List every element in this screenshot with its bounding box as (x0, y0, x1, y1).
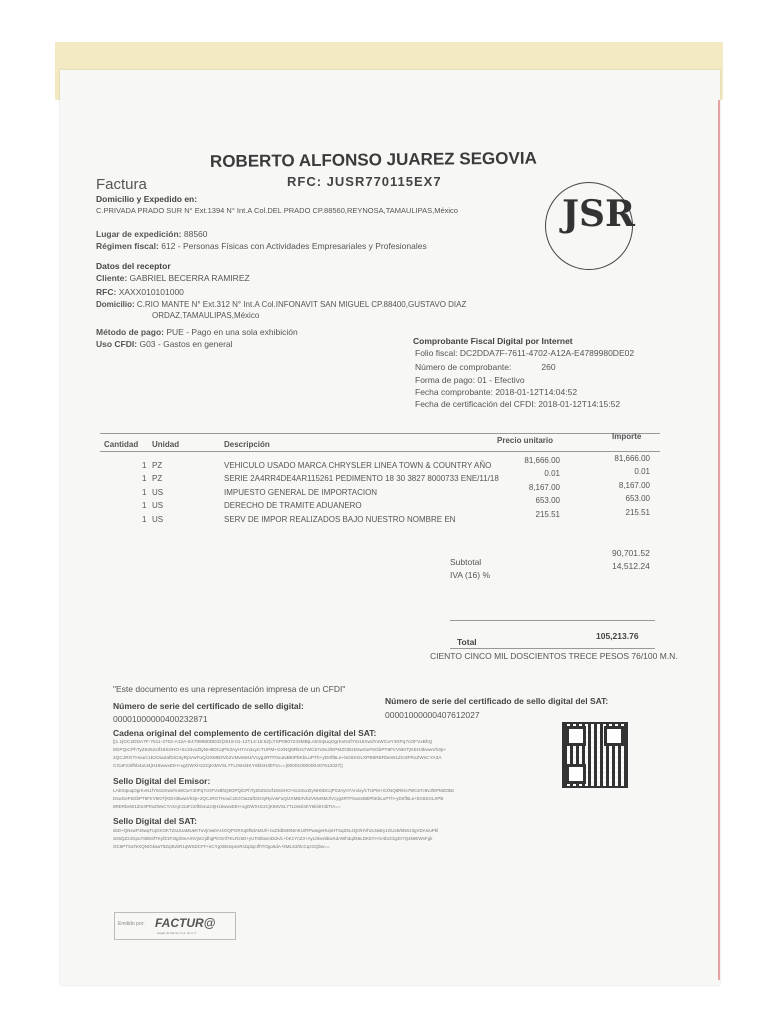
facturo-subtitle: Hagar de México S.A. de C.V. (157, 931, 197, 935)
total-bottom-rule (450, 648, 655, 649)
row-unidad: US (152, 514, 164, 524)
row-unidad: PZ (152, 474, 163, 484)
col-importe: Importe (612, 432, 642, 441)
row-precio: 215.51 (535, 509, 560, 519)
cadena-label: Cadena original del complemento de certificación digital del SAT: (113, 728, 377, 738)
disclaimer: "Este documento es una representación impresa de un CFDI" (113, 684, 346, 694)
qr-finder (566, 726, 586, 746)
logo-letters: JSR (562, 193, 635, 235)
col-precio: Precio unitario (497, 436, 554, 445)
total-top-rule (450, 620, 655, 621)
receptor-domicilio-2: ORDAZ,TAMAULIPAS,México (152, 311, 260, 320)
total-en-letra: CIENTO CINCO MIL DOSCIENTOS TRECE PESOS 76/100 M.N. (430, 651, 678, 661)
forma-pago: Forma de pago: 01 - Efectivo (415, 375, 525, 385)
company-logo (545, 182, 633, 270)
row-precio: 8,167.00 (528, 482, 560, 492)
fecha-certificacion: Fecha de certificación del CFDI: 2018-01-12T14:15:52 (415, 399, 621, 409)
fecha-comprobante: Fecha comprobante: 2018-01-12T14:04:52 (415, 387, 578, 397)
row-precio: 0.01 (544, 469, 560, 479)
row-unidad: US (152, 501, 164, 511)
regimen-fiscal: Régimen fiscal: 612 - Personas Físicas con Actividades Empresariales y Profesionales (96, 241, 427, 251)
cadena-line: 9GPQiCPhTyZ625zxIf16SSHO+5c33vxZtyNH8DCqPS3AyH7Arxtxy/cTUPM+GXNQ6Rkrs7WC67c9vJ/EPMZOBzDswGeF6GbPT6FIrV5KITjKEH3kwwVh3p+ (113, 748, 447, 753)
row-unidad: US (152, 487, 164, 497)
sat-cert-value: 00001000000407612027 (385, 710, 480, 720)
total-value: 105,213.76 (596, 631, 639, 641)
receptor-rfc: RFC: XAXX010101000 (96, 287, 184, 297)
iva-label: IVA (16) % (450, 570, 490, 580)
row-precio: 81,666.00 (524, 456, 560, 465)
row-descripcion: VEHICULO USADO MARCA CHRYSLER LINEA TOWN & COUNTRY AÑO (224, 461, 492, 470)
row-descripcion: DERECHO DE TRAMITE ADUANERO (224, 501, 362, 511)
document-type: Factura (96, 176, 147, 193)
row-importe: 81,666.00 (614, 454, 650, 463)
row-importe: 0.01 (634, 467, 650, 477)
issuer-rfc: RFC: JUSR770115EX7 (287, 174, 442, 189)
col-cantidad: Cantidad (104, 440, 139, 449)
cadena-line: ||1.1|DC2DDA7F-7611-4702-A12A-E4789980DE02|2018-01-12T14:15:52|LTSP0907243MB|LAESIpuqOgrKvN1fY6I15XwdYuWCwY3rtPq7cOFVxBhQ (113, 740, 433, 745)
sello-line: 6RERbeW1Zm3FRxZWsCYA3AjCGaFz2Ifhb4utJ4jH16wwxEtH+xgOWXHz2CjKtMVSL7TL0sIsl4KY6kl4H3bTtA== (113, 804, 341, 809)
numero-comprobante: Número de comprobante: 260 (415, 362, 556, 372)
receptor-domicilio: Domicilio: C.RIO MANTE N° Ext.312 N° Int.A Col.INFONAVIT SAN MIGUEL CP.88400,GUSTAVO DIAZ (96, 300, 467, 309)
cadena-line: CGaFz2Ifhb4utJ4jH16wwxEtH+xgOWXHz2CjKtMVSL7TL0sIsl4KY6kl4H3bTtA==|00001000000407612027|| (113, 764, 343, 769)
sello-line: LAESIpuqOgrKvN1fY6I15XwdYuWCwY3rtPq7cOFVxBhQ9GPQiCPhTyZ625zxIf16SSHO+5c33vxZtyNH8DCqPS3AyH7Arxtxy/cTUPM+GXNQ6Rkrs7WC67c9vJ/EPMZOBz (113, 788, 455, 793)
folio-fiscal: Folio fiscal: DC2DDA7F-7611-4702-A12A-E4789980DE02 (415, 348, 635, 358)
row-unidad: PZ (152, 461, 163, 470)
row-descripcion: SERV DE IMPOR REALIZADOS BAJO NUESTRO NOMBRE EN (224, 514, 456, 524)
sat-sello-line: xD6QZ2JGpu7SB0sfTKyfZ1F3Ig3SeAXtVjsCrjdhgPiIOmf7KLRz5D+yUTs0bwmDdA/L+bK1YnZ3+AyL0kxv5bwXdAWh3qZk6LDK5YI+tV4bzCtg3Ir7Q4k9EWsFgk (113, 836, 433, 841)
subtotal-label: Subtotal (450, 557, 482, 567)
cliente: Cliente: GABRIEL BECERRA RAMIREZ (96, 273, 250, 283)
issuer-name: ROBERTO ALFONSO JUAREZ SEGOVIA (209, 148, 537, 171)
cert-label: Número de serie del certificado de sello digital: (113, 701, 304, 711)
iva-value: 14,512.24 (612, 561, 650, 571)
qr-finder (566, 764, 586, 784)
sello-emisor-label: Sello Digital del Emisor: (113, 776, 211, 786)
qr-finder (604, 726, 624, 746)
domicilio-value: C.PRIVADA PRADO SUR N° Ext.1394 N° Int.A Col.DEL PRADO CP.88560,REYNOSA,TAMAULIPAS,México (96, 206, 458, 215)
sat-sello-line: OC6PTSaTeXQN/GkaaT9Zq3IvbR1qWSDCFF+kCYgXB5IvpesRrZq3qcIfhTOgo5dA+kMLS3/0cCqzGQbw== (113, 844, 330, 849)
cadena-line: 2QCJRGTHou/c1EzOia2afDiO4yRpVwFuQ/2XMB3Vb2VMvI6MJ/Vcyg2RTF0xutvB8iPbKbLuPTh+yDIrfl6Le+bG6SGLXPB6RERbeW1Zm3FRxZWsCYA3A (113, 756, 442, 761)
domicilio-label: Domicilio y Expedido en: (96, 194, 198, 204)
row-cantidad: 1 (142, 487, 147, 497)
row-cantidad: 1 (142, 474, 147, 484)
receptor-title: Datos del receptor (96, 261, 171, 271)
sat-sello-line: dsD+QNswPJ5wqTrqGKOKTZsUUaMUeKTuVjmw0Ar4OQPGRXq9f0dAMUl/+zxZ3dM49NmKU/RPwwgeHUpHTSqZ9L4Q0/HVhzc4wEy1GUx5/5NSz3gVDAIxuPkl (113, 828, 439, 833)
table-header-rule (100, 451, 660, 452)
row-descripcion: IMPUESTO GENERAL DE IMPORTACION (224, 487, 378, 497)
sello-line: DswGeF6GbPT6FIrV5KITjKEH3kwwVh3p+2QCJRGTHou/c1EzOia2afDiO4yRpVwFuQ/2XMB3Vb2VMvI6MJ/Vcyg2RTF0xutvB8iPbKbLuPTh+yDIrfl6Le+bG6SGLXPB (113, 796, 444, 801)
sello-sat-label: Sello Digital del SAT: (113, 816, 197, 826)
emitido-label: Emitido por: (118, 921, 145, 927)
row-cantidad: 1 (142, 501, 147, 511)
folder-edge (718, 100, 720, 980)
col-unidad: Unidad (152, 440, 180, 449)
uso-cfdi: Uso CFDI: G03 - Gastos en general (96, 339, 233, 349)
emitido-por-box (114, 912, 236, 940)
total-label: Total (457, 637, 477, 647)
row-importe: 653.00 (625, 494, 650, 504)
row-importe: 8,167.00 (618, 480, 650, 490)
subtotal-value: 90,701.52 (612, 548, 650, 558)
row-importe: 215.51 (625, 507, 650, 517)
row-cantidad: 1 (142, 514, 147, 524)
lugar-expedicion: Lugar de expedición: 88560 (96, 229, 208, 239)
row-cantidad: 1 (142, 461, 147, 470)
metodo-pago: Método de pago: PUE - Pago en una sola exhibición (96, 327, 298, 337)
qr-code (562, 722, 628, 788)
table-top-rule (100, 433, 660, 434)
sat-cert-label: Número de serie del certificado de sello digital del SAT: (385, 696, 609, 706)
cert-value: 00001000000400232871 (113, 714, 208, 724)
facturo-logo: FACTUR@ (155, 916, 216, 930)
col-descripcion: Descripción (224, 440, 270, 449)
row-descripcion: SERIE 2A4RR4DE4AR115261 PEDIMENTO 18 30 3827 8000733 ENE/11/18 (224, 474, 499, 484)
cfdi-title: Comprobante Fiscal Digital por Internet (413, 336, 573, 346)
row-precio: 653.00 (535, 496, 560, 506)
